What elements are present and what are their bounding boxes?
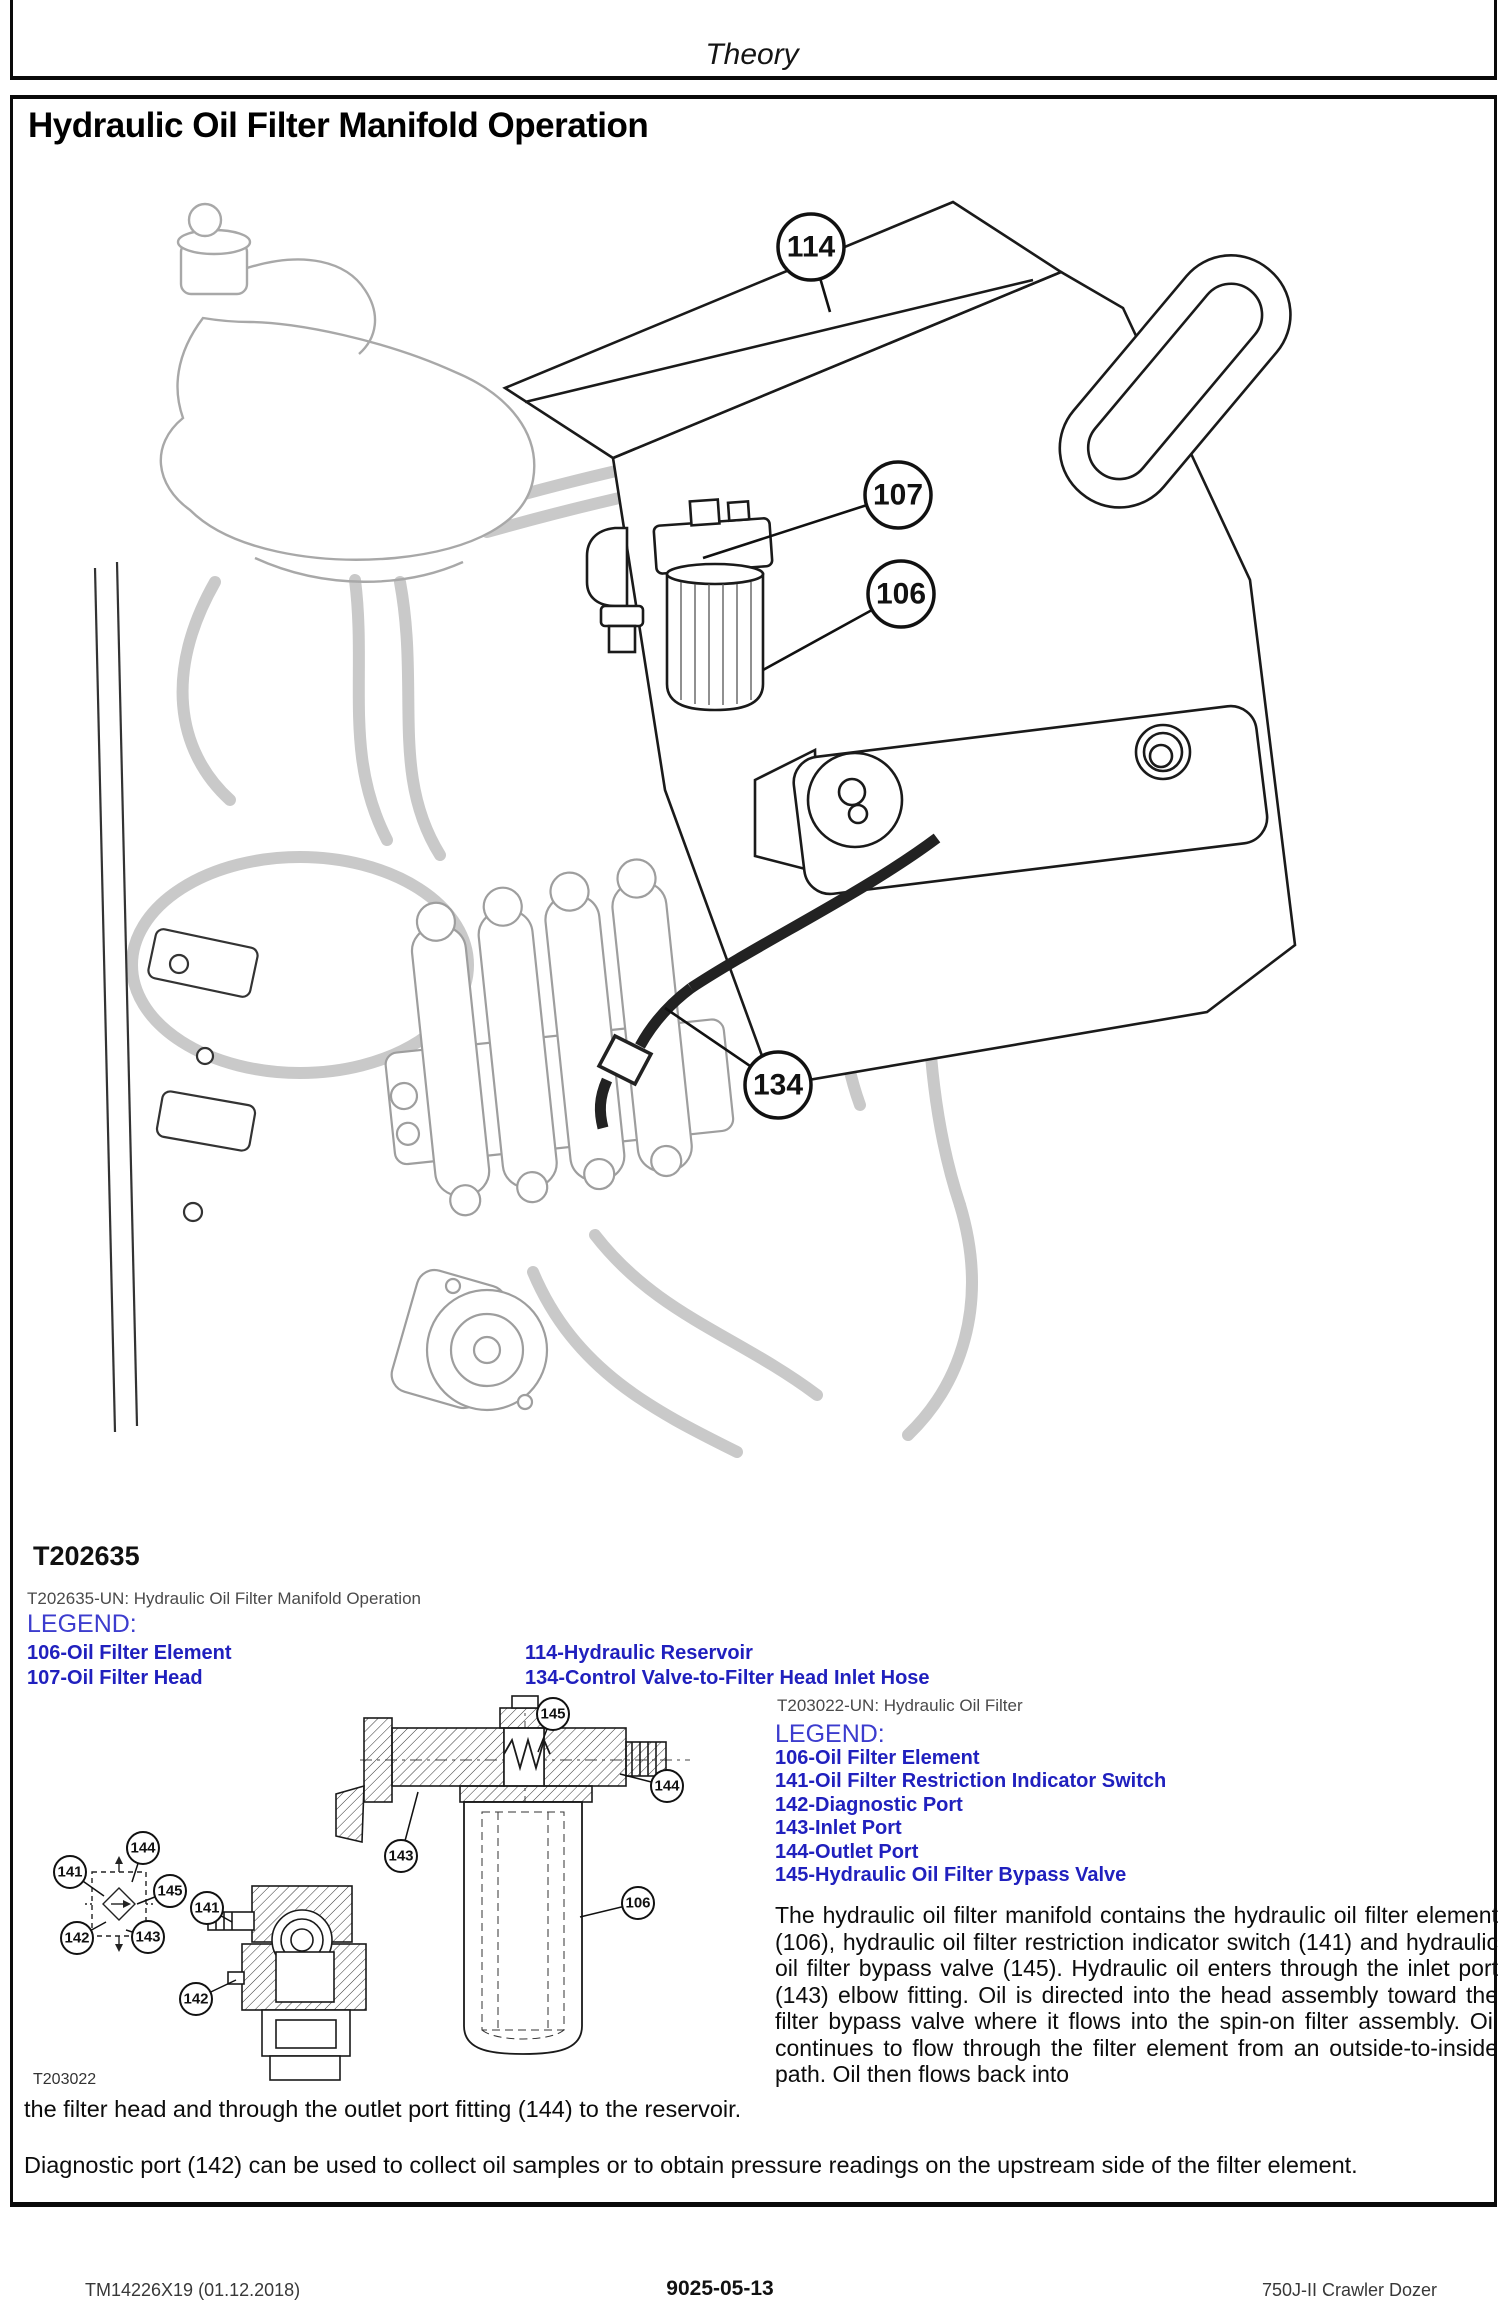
figure2-legend-list — [775, 1747, 1166, 1887]
footer-page-number: 9025-05-13 — [666, 2277, 774, 2300]
figure2-diagram — [20, 1690, 765, 2090]
legend-entry: 145-Hydraulic Oil Filter Bypass Valve — [775, 1864, 1127, 1887]
body-paragraph-column: The hydraulic oil filter manifold contains the hydraulic oil filter element (106), hydraulic oil filter restriction indicator switch (141) and hydraulic oil filter bypass valve (145). Hydraulic oil enters through the inlet port (143) elbow fitting. Oil is directed into the head assembly toward the filter bypass valve where it flows into the spin-on filter assembly. Oil continues to flow through the filter element from an outside-to-inside path. Oil then flows back into — [775, 1902, 1498, 2087]
svg-text:106: 106 — [875, 577, 927, 611]
svg-text:114: 114 — [786, 230, 836, 264]
svg-text:141: 141 — [57, 1863, 83, 1881]
oil-filter-art — [587, 496, 773, 710]
callout-144 — [127, 1832, 159, 1882]
legend-entry: 134-Control Valve-to-Filter Head Inlet Hose — [525, 1667, 930, 1689]
callout-141 — [191, 1892, 232, 1924]
legend-entry: 142-Diagnostic Port — [775, 1793, 963, 1816]
callout-106 — [580, 1887, 654, 1919]
legend-entry: 144-Outlet Port — [775, 1840, 919, 1863]
figure1-legend-title: LEGEND: — [27, 1610, 137, 1638]
running-header: Theory — [705, 38, 799, 71]
page-title: Hydraulic Oil Filter Manifold Operation — [28, 106, 649, 145]
control-valve-art — [367, 852, 740, 1222]
pump-art — [387, 1266, 547, 1412]
body-paragraph-continuation: the filter head and through the outlet port fitting (144) to the reservoir. — [24, 2096, 742, 2122]
svg-text:106: 106 — [625, 1894, 651, 1912]
svg-text:145: 145 — [540, 1705, 566, 1723]
callout-141 — [54, 1856, 104, 1896]
surge-tank-art — [161, 204, 534, 582]
figure1-diagram — [55, 150, 1365, 1545]
callout-142 — [61, 1922, 106, 1954]
legend-entry: 107-Oil Filter Head — [27, 1667, 203, 1689]
callout-145 — [137, 1875, 186, 1907]
filter-cross-section-art — [336, 1696, 690, 2054]
svg-text:141: 141 — [194, 1899, 220, 1917]
figure1-legend-col1 — [27, 1641, 232, 1691]
callout-143 — [385, 1792, 418, 1872]
svg-text:144: 144 — [654, 1777, 680, 1795]
figure2-caption: T203022-UN: Hydraulic Oil Filter — [777, 1696, 1023, 1715]
figure1-caption: T202635-UN: Hydraulic Oil Filter Manifold Operation — [27, 1589, 421, 1608]
figure1-legend-col2 — [525, 1641, 930, 1691]
svg-text:134: 134 — [752, 1068, 804, 1102]
callout-143 — [126, 1921, 164, 1953]
figure2-id-label: T203022 — [33, 2071, 97, 2088]
legend-entry: 106-Oil Filter Element — [27, 1642, 232, 1664]
svg-text:142: 142 — [183, 1990, 209, 2008]
legend-entry: 114-Hydraulic Reservoir — [525, 1642, 753, 1664]
legend-entry: 141-Oil Filter Restriction Indicator Switch — [775, 1770, 1167, 1793]
callout-142 — [180, 1980, 236, 2015]
filter-head-cutaway-art — [208, 1886, 366, 2080]
legend-entry: 143-Inlet Port — [775, 1817, 902, 1840]
figure1-id-label: T202635 — [33, 1541, 140, 1571]
figure2-legend-title: LEGEND: — [775, 1720, 885, 1748]
body-paragraph-diagnostic: Diagnostic port (142) can be used to collect oil samples or to obtain pressure readings on the upstream side of the filter element. — [24, 2152, 1358, 2178]
svg-text:142: 142 — [64, 1929, 90, 1947]
svg-text:143: 143 — [388, 1847, 414, 1865]
svg-text:144: 144 — [130, 1839, 156, 1857]
svg-text:143: 143 — [135, 1928, 161, 1946]
svg-text:107: 107 — [872, 478, 924, 512]
footer-model-name: 750J-II Crawler Dozer — [1261, 2280, 1437, 2300]
svg-text:145: 145 — [157, 1882, 183, 1900]
legend-entry: 106-Oil Filter Element — [775, 1747, 980, 1769]
footer-manual-number: TM14226X19 (01.12.2018) — [85, 2280, 301, 2300]
